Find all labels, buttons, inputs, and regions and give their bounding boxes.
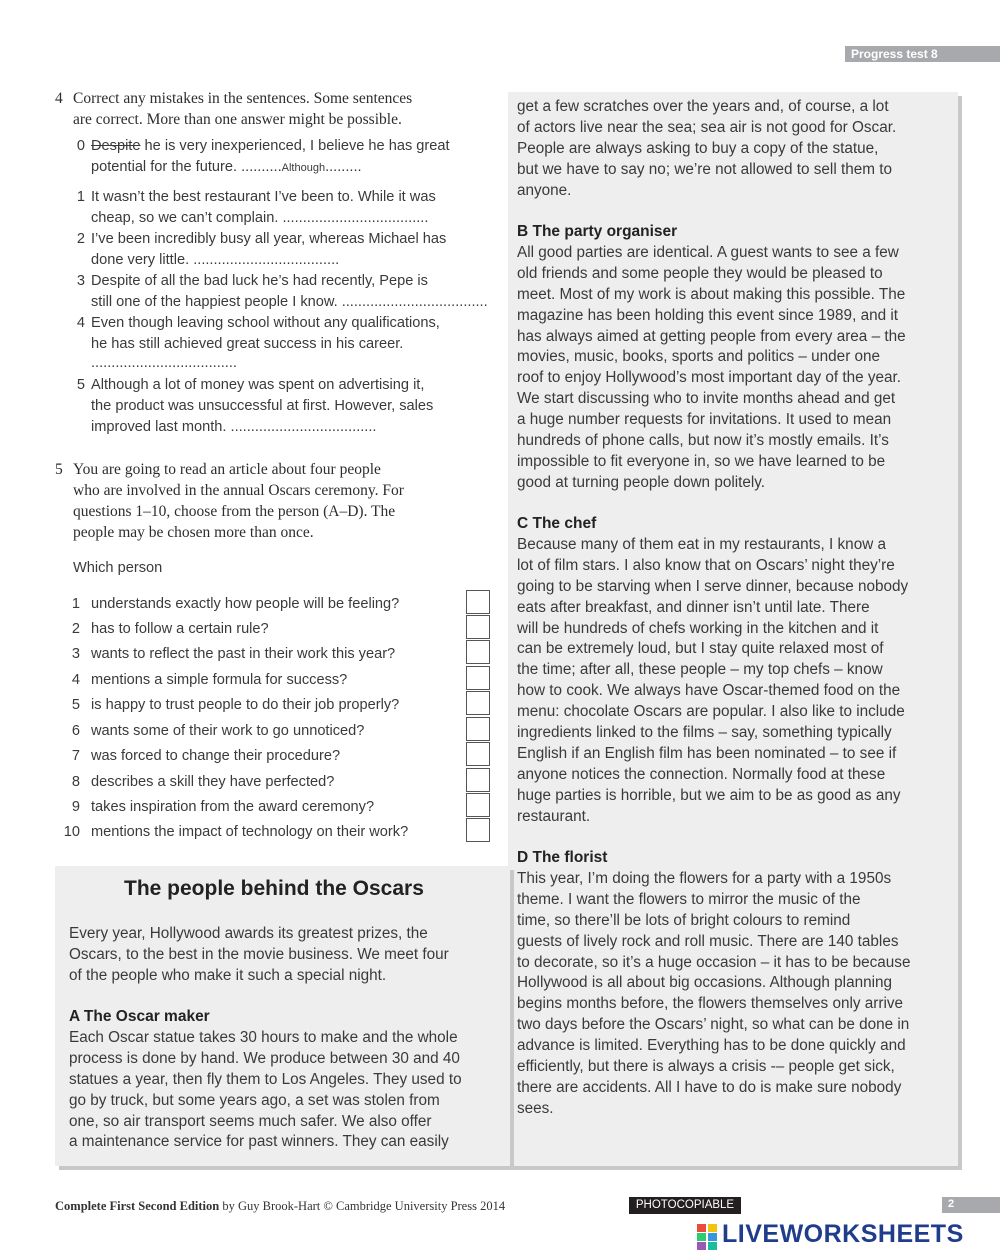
article-line: Each Oscar statue takes 30 hours to make and the whole [69, 1028, 458, 1046]
q4-item-line: It wasn’t the best restaurant I’ve been to. While it was [91, 189, 436, 205]
footer-book-title: Complete First Second Edition [55, 1199, 220, 1213]
section-b-heading: B The party organiser [517, 223, 678, 240]
question-row [60, 621, 490, 646]
article-line: advance is limited. Everything has to be done quickly and [517, 1037, 906, 1055]
q4-item-line: the product was unsuccessful at first. However, sales [91, 398, 434, 414]
question-num: 2 [71, 621, 80, 637]
section-c [517, 514, 957, 828]
q4-instruction-line2: are correct. More than one answer might be possible. [73, 111, 402, 128]
article-line: eats after breakfast, and dinner isn’t until late. There [517, 598, 870, 616]
question-num: 9 [71, 799, 80, 815]
article-line: two days before the Oscars’ night, so what can be done in [517, 1016, 910, 1034]
q4-item-num: 3 [76, 273, 85, 289]
q4-example-answer: Although [281, 162, 326, 174]
article-line: magazine has been holding this event since 1989, and it [517, 306, 898, 324]
article-line: time, so there’ll be lots of bright colours to remind [517, 911, 851, 929]
article-line: of the people who make it such a special night. [69, 966, 387, 984]
q4-example-line1: he is very inexperienced, I believe he has great [140, 138, 450, 154]
question-text: wants to reflect the past in their work this year? [91, 646, 396, 662]
section-a-continued [517, 97, 957, 202]
question-row [60, 672, 490, 697]
section-a [69, 1007, 509, 1153]
article-line: has always aimed at getting people from every area – the [517, 327, 906, 345]
q4-item-num: 1 [76, 189, 85, 205]
q4-item [71, 375, 501, 439]
article-line: roof to enjoy Hollywood’s most important day of the year. [517, 369, 902, 387]
page-number-bar [942, 1197, 1000, 1213]
q4-instruction-line1: Correct any mistakes in the sentences. Some sentences [73, 90, 413, 107]
question-row [60, 824, 490, 849]
article-line: a maintenance service for past winners. They can easily [69, 1133, 449, 1151]
question-text: is happy to trust people to do their job properly? [91, 697, 400, 713]
question-row [60, 596, 490, 621]
article-line: how to cook. We always have Oscar-themed food on the [517, 682, 901, 700]
article-line: Every year, Hollywood awards its greatest prizes, the [69, 925, 428, 942]
article-line: All good parties are identical. A guest wants to see a few [517, 243, 899, 261]
question-text: mentions a simple formula for success? [91, 672, 348, 688]
q4-item-line[interactable]: improved last month. .................................... [91, 419, 377, 435]
article-line: get a few scratches over the years and, of course, a lot [517, 98, 889, 115]
article-line: can be extremely loud, but I stay quite relaxed most of [517, 640, 884, 658]
article-line: impossible to fit everyone in, so we have learned to be [517, 452, 886, 470]
q4-item-line[interactable]: .................................... [91, 355, 237, 371]
article-line: go by truck, but some years ago, a set was stolen from [69, 1091, 440, 1109]
liveworksheets-brand: LIVEWORKSHEETS [722, 1220, 964, 1248]
answer-box[interactable] [466, 640, 490, 664]
section-d [517, 848, 957, 1120]
article-line: old friends and some people they would be pleased to [517, 264, 883, 282]
article-line: meet. Most of my work is about making this possible. The [517, 285, 906, 303]
q4-item-num: 4 [76, 315, 85, 331]
question-text: has to follow a certain rule? [91, 621, 269, 637]
q4-item-line[interactable]: still one of the happiest people I know. .................................... [91, 294, 488, 310]
question-num: 6 [71, 723, 80, 739]
answer-box[interactable] [466, 615, 490, 639]
q4-example-num: 0 [76, 138, 85, 154]
article-line: process is done by hand. We produce between 30 and 40 [69, 1049, 460, 1067]
article-line: will be hundreds of chefs working in the kitchen and it [517, 619, 879, 637]
article-line: English if an English film has been nominated – to see if [517, 744, 897, 762]
article-line: ingredients linked to the films – say, something typically [517, 724, 892, 742]
question-num: 8 [71, 774, 80, 790]
article-line: guests of lively rock and roll music. There are 140 tables [517, 932, 899, 950]
question-num: 1 [71, 596, 80, 612]
q4-item-num: 2 [76, 231, 85, 247]
question-text: mentions the impact of technology on their work? [91, 824, 409, 840]
question-row [60, 723, 490, 748]
section-c-heading: C The chef [517, 515, 597, 532]
answer-box[interactable] [466, 742, 490, 766]
q5-number: 5 [55, 461, 63, 478]
q4-item-line[interactable]: done very little. .................................... [91, 252, 340, 268]
article-line: huge parties is horrible, but we aim to be as good as any [517, 786, 901, 804]
progress-test-label: Progress test 8 [851, 47, 938, 61]
q4-example-line2: potential for the future. .......... [91, 159, 282, 175]
section-a-heading: A The Oscar maker [69, 1008, 210, 1025]
question-row [60, 799, 490, 824]
article-line: but we have to say no; we’re not allowed to sell them to [517, 160, 892, 178]
footer-credit-rest: by Guy Brook-Hart © Cambridge University Press 2014 [219, 1199, 506, 1213]
article-line: going to be starving when I serve dinner, because nobody [517, 577, 909, 595]
answer-box[interactable] [466, 818, 490, 842]
question-row [60, 748, 490, 773]
article-line: a huge number requests for invitations. It used to mean [517, 411, 892, 429]
article-line: We start discussing who to invite months ahead and get [517, 390, 896, 408]
q4-item-line: I’ve been incredibly busy all year, whereas Michael has [91, 231, 447, 247]
article-line: lot of film stars. I also know that on Oscars’ night they’re [517, 556, 895, 574]
article-line: menu: chocolate Oscars are popular. I also like to include [517, 703, 905, 721]
question-num: 5 [71, 697, 80, 713]
article-line: begins months before, the flowers themselves only arrive [517, 995, 904, 1013]
question-text: takes inspiration from the award ceremony? [91, 799, 375, 815]
q4-item [71, 229, 501, 273]
article-line: to decorate, so it’s a huge occasion – it has to be because [517, 953, 911, 971]
answer-box[interactable] [466, 666, 490, 690]
article-line: of actors live near the sea; sea air is not good for Oscar. [517, 118, 897, 136]
question-text: describes a skill they have perfected? [91, 774, 335, 790]
article-line: hundreds of phone calls, but now it’s mostly emails. It’s [517, 432, 889, 450]
question-num: 7 [71, 748, 80, 764]
article-title: The people behind the Oscars [124, 877, 424, 900]
q4-example-struck-word: Despite [91, 138, 141, 154]
question-row [60, 646, 490, 671]
q4-example [71, 136, 501, 180]
answer-box[interactable] [466, 768, 490, 792]
q5-instruction-line: who are involved in the annual Oscars ceremony. For [73, 482, 404, 499]
article-line: Hollywood is all about big occasions. Although planning [517, 974, 893, 992]
answer-box[interactable] [466, 717, 490, 741]
q5-instruction-line: people may be chosen more than once. [73, 524, 314, 541]
q4-item-num: 5 [76, 377, 85, 393]
q4-number: 4 [55, 90, 63, 107]
answer-box[interactable] [466, 691, 490, 715]
article-line: anyone. [517, 181, 572, 199]
question-num: 10 [63, 824, 80, 840]
article-line: good at turning people down politely. [517, 473, 766, 491]
q4-item-line: Even though leaving school without any qualifications, [91, 315, 440, 331]
question-num: 4 [71, 672, 80, 688]
answer-box[interactable] [466, 793, 490, 817]
liveworksheets-logo-icon [697, 1224, 719, 1250]
progress-test-header [845, 46, 1000, 62]
question-row [60, 774, 490, 799]
article-intro [69, 924, 499, 987]
article-line: Oscars, to the best in the movie business. We meet four [69, 945, 449, 963]
article-line: statues a year, then fly them to Los Angeles. They used to [69, 1070, 462, 1088]
article-line: anyone notices the connection. Normally food at these [517, 765, 886, 783]
q4-item [71, 313, 501, 377]
article-line: efficiently, but there is always a crisis -– people get sick, [517, 1058, 895, 1076]
question-text: was forced to change their procedure? [91, 748, 341, 764]
q5-instruction-line: You are going to read an article about four people [73, 461, 381, 478]
article-line: Because many of them eat in my restaurants, I know a [517, 535, 887, 553]
question-num: 3 [71, 646, 80, 662]
article-line: one, so air transport seems much safer. We also offer [69, 1112, 432, 1130]
article-line: restaurant. [517, 807, 591, 825]
question-text: understands exactly how people will be feeling? [91, 596, 400, 612]
article-line: This year, I’m doing the flowers for a party with a 1950s [517, 869, 892, 887]
article-line: theme. I want the flowers to mirror the music of the [517, 890, 861, 908]
which-person-label: Which person [73, 560, 163, 576]
article-line: there are accidents. All I have to do is make sure nobody [517, 1078, 902, 1096]
q4-example-line2-end: ......... [325, 159, 362, 175]
answer-box[interactable] [466, 590, 490, 614]
q4-item [71, 271, 501, 315]
page-number: 2 [948, 1198, 955, 1210]
article-line: People are always asking to buy a copy of the statue, [517, 139, 879, 157]
question-row [60, 697, 490, 722]
section-d-heading: D The florist [517, 849, 608, 866]
q4-item-line: Despite of all the bad luck he’s had recently, Pepe is [91, 273, 428, 289]
footer-credit [55, 1199, 505, 1214]
question-text: wants some of their work to go unnoticed? [91, 723, 365, 739]
q5-instruction-line: questions 1–10, choose from the person (A–D). The [73, 503, 396, 520]
photocopiable-badge: PHOTOCOPIABLE [629, 1197, 741, 1214]
article-line: the time; after all, these people – my top chefs – know [517, 661, 883, 679]
q4-item-line: Although a lot of money was spent on advertising it, [91, 377, 425, 393]
article-line: sees. [517, 1099, 554, 1117]
section-b [517, 222, 957, 494]
article-line: movies, music, books, sports and politics – under one [517, 348, 881, 366]
q4-item-line: he has still achieved great success in his career. [91, 336, 404, 352]
q4-item-line[interactable]: cheap, so we can’t complain. .................................... [91, 210, 429, 226]
q4-item [71, 187, 501, 231]
